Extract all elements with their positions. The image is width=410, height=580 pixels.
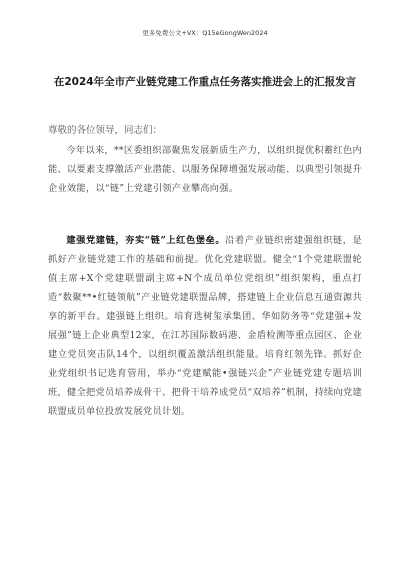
paragraph-body: 沿着产业链织密建强组织链，是抓好产业链党建工作的基础和前提。优化党建联盟。健全“1个党建联盟轮值主席+X个党建联盟副主席+N个成员单位党组织”组织架构，重点打造“数聚**•红链领航”产业链党建联盟品牌，搭建链上企业信息互通资源共享的新平台。建强链上组织。培育选树玺承集团、华如防务等“党建强+发展强”链上企业典型12家，在江苏国际数码港、金盾检测等重点园区、企业建立党员突击队14个，以组织覆盖激活组织能量。培育红领先锋。抓好企业党组织书记选育管用，举办“党建赋能•强链兴企”产业链党建专题培训班，健全把党员培养成骨干、把骨干培养成党员“双培养”机制，持续向党建联盟成员单位投放发展党员计划。 <box>48 235 362 417</box>
header-note: 更多免费公文+VX：Q15eGongWen2024 <box>142 29 268 37</box>
paragraph-lead-heading: 建强党建链，夯实“链”上红色堡垒。 <box>66 235 226 246</box>
document-title: 在2024年全市产业链党建工作重点任务落实推进会上的汇报发言 <box>53 76 357 88</box>
salutation: 尊敬的各位领导，同志们： <box>48 125 163 136</box>
paragraph-party-chain <box>48 231 362 421</box>
paragraph-intro: 今年以来，**区委组织部聚焦发展新质生产力，以组织提优积蓄红色内能、以要素支撑激活产业潜能、以服务保障增强发展动能、以典型引领提升企业效能，以“链”上党建引领产业攀高向强。 <box>48 145 362 194</box>
